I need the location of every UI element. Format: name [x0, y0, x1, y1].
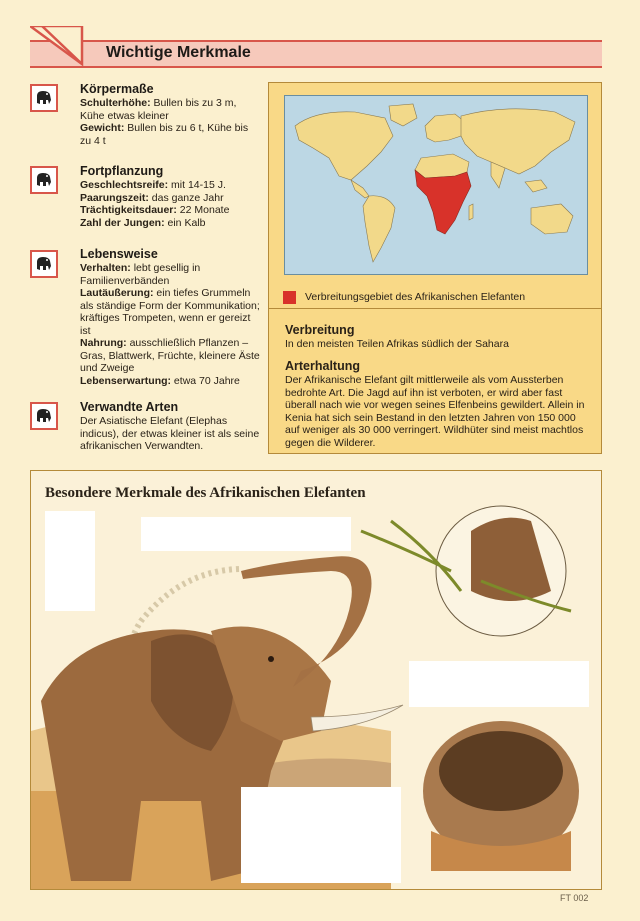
feature-koerpermasse [80, 82, 262, 147]
legend-divider [268, 308, 602, 309]
distribution-panel [268, 82, 602, 454]
arterhaltung-title: Arterhaltung [285, 359, 360, 373]
elephant-icon [30, 402, 58, 430]
arterhaltung-section [285, 359, 589, 449]
elephant-icon [30, 250, 58, 278]
feature-line: Trächtigkeitsdauer: 22 Monate [80, 204, 230, 216]
feature-lebensweise [80, 247, 262, 387]
feature-line: Lebenserwartung: etwa 70 Jahre [80, 374, 240, 387]
feature-title: Fortpflanzung [80, 164, 164, 178]
label-placeholder [409, 661, 589, 707]
world-map-graphic [285, 96, 587, 274]
feature-line: Paarungszeit: das ganze Jahr [80, 191, 224, 204]
feature-title: Verwandte Arten [80, 400, 179, 414]
feature-title: Lebensweise [80, 247, 158, 261]
feature-line: Zahl der Jungen: ein Kalb [80, 216, 206, 229]
world-map [284, 95, 588, 275]
feature-line: Gewicht: Bullen bis zu 6 t, Kühe bis zu 4 t [80, 122, 249, 147]
verbreitung-title: Verbreitung [285, 323, 355, 337]
feature-line: Der Asiatische Elefant (Elephas indicus), der etwas kleiner ist als seine afrikanischen Verwandten. [80, 415, 260, 452]
verbreitung-text: In den meisten Teilen Afrikas südlich der Sahara [285, 338, 509, 350]
page-title: Wichtige Merkmale [106, 44, 251, 61]
elephant-icon [30, 166, 58, 194]
corner-arrow-icon [30, 26, 90, 76]
feature-line: Nahrung: ausschließlich Pflanzen – Gras, Blattwerk, Früchte, kleinere Äste und Zweige [80, 337, 260, 374]
feature-line: Schulterhöhe: Bullen bis zu 3 m, Kühe etwas kleiner [80, 97, 237, 122]
legend-swatch [283, 291, 296, 304]
label-placeholder [241, 787, 401, 883]
illustration-panel [30, 470, 602, 890]
feature-verwandte-arten [80, 400, 262, 453]
feature-line: Lautäußerung: ein tiefes Grummeln als ständige Form der Kommunikation; kräftiges Trompeten, wenn er gereizt ist [80, 287, 260, 337]
elephant-icon [30, 84, 58, 112]
feature-line: Verhalten: lebt gesellig in Familienverbänden [80, 262, 201, 287]
feature-fortpflanzung [80, 164, 262, 229]
label-placeholder [45, 511, 95, 611]
page-code: FT 002 [560, 893, 589, 903]
arterhaltung-text: Der Afrikanische Elefant gilt mittlerweile als vom Aussterben bedrohte Art. Die Jagd auf ihn ist verboten, er wird aber fast überall nach wie vor wegen seines Elfenbeins gewildert. Allein in Kenia hat sich sein Bestand in den letzten Jahren von 150 000 auf weniger als 30 000 verringert. Wildhüter sind meist machtlos gegen die Wilderer. [285, 374, 585, 449]
feature-line: Geschlechtsreife: mit 14-15 J. [80, 179, 226, 191]
legend-label: Verbreitungsgebiet des Afrikanischen Elefanten [305, 291, 526, 303]
illustration-title: Besondere Merkmale des Afrikanischen Elefanten [45, 485, 366, 501]
label-placeholder [141, 517, 351, 551]
verbreitung-section [285, 323, 589, 351]
feature-title: Körpermaße [80, 82, 154, 96]
